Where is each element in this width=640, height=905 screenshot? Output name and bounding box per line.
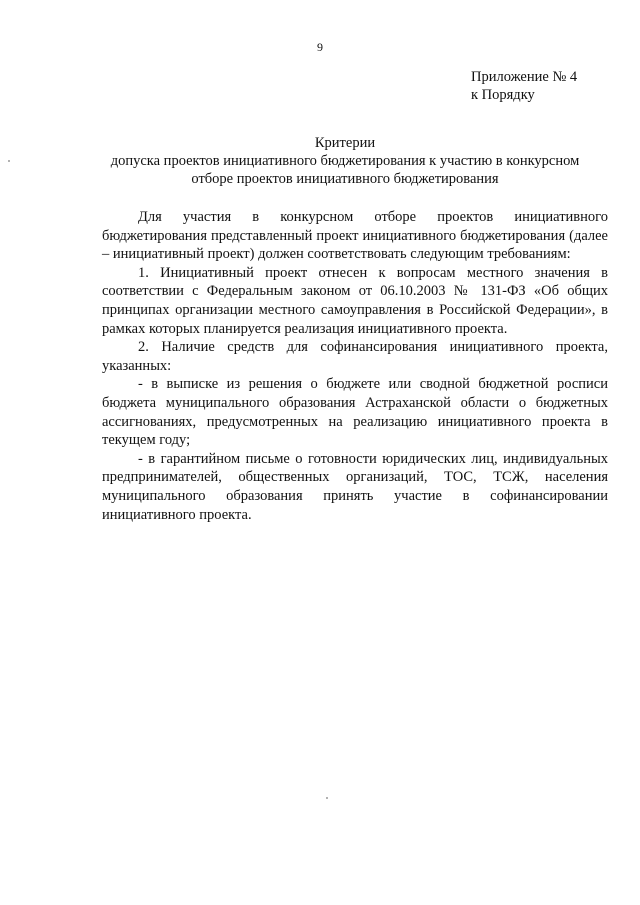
title-line-2: отборе проектов инициативного бюджетирования bbox=[191, 171, 499, 187]
appendix-reference bbox=[471, 68, 577, 104]
title-heading: Критерии bbox=[314, 135, 376, 151]
paragraph-intro: Для участия в конкурсном отборе проектов инициативного бюджетирования представленный проект инициативного бюджетирования (далее – инициативный проект) должен соответствовать следующим требованиям: bbox=[102, 209, 608, 263]
paragraph-subitem-budget: - в выписке из решения о бюджете или сводной бюджетной росписи бюджета муниципального образования Астраханской области о бюджетных ассигнованиях, предусмотренных на реализацию инициативного проекта в текущем году; bbox=[102, 376, 608, 449]
paragraph-criterion-2: 2. Наличие средств для софинансирования инициативного проекта, указанных: bbox=[102, 339, 608, 374]
scan-speck bbox=[326, 797, 328, 799]
page-number: 9 bbox=[317, 40, 323, 54]
title-line-1: допуска проектов инициативного бюджетирования к участию в конкурсном bbox=[110, 153, 580, 169]
document-body bbox=[102, 208, 608, 524]
scan-speck bbox=[8, 160, 10, 162]
document-title bbox=[90, 134, 600, 188]
appendix-line-2: к Порядку bbox=[471, 87, 535, 103]
paragraph-subitem-guarantee: - в гарантийном письме о готовности юридических лиц, индивидуальных предпринимателей, общественных организаций, ТОС, ТСЖ, населения муниципального образования принять участие в софинансировании инициативного проекта. bbox=[102, 450, 608, 523]
appendix-line-1: Приложение № 4 bbox=[471, 69, 578, 85]
paragraph-criterion-1: 1. Инициативный проект отнесен к вопросам местного значения в соответствии с Федеральным законом от 06.10.2003 № 131-ФЗ «Об общих принципах организации местного самоуправления в Российской Федерации», в рамках которых планируется реализация инициативного проекта. bbox=[102, 264, 608, 337]
